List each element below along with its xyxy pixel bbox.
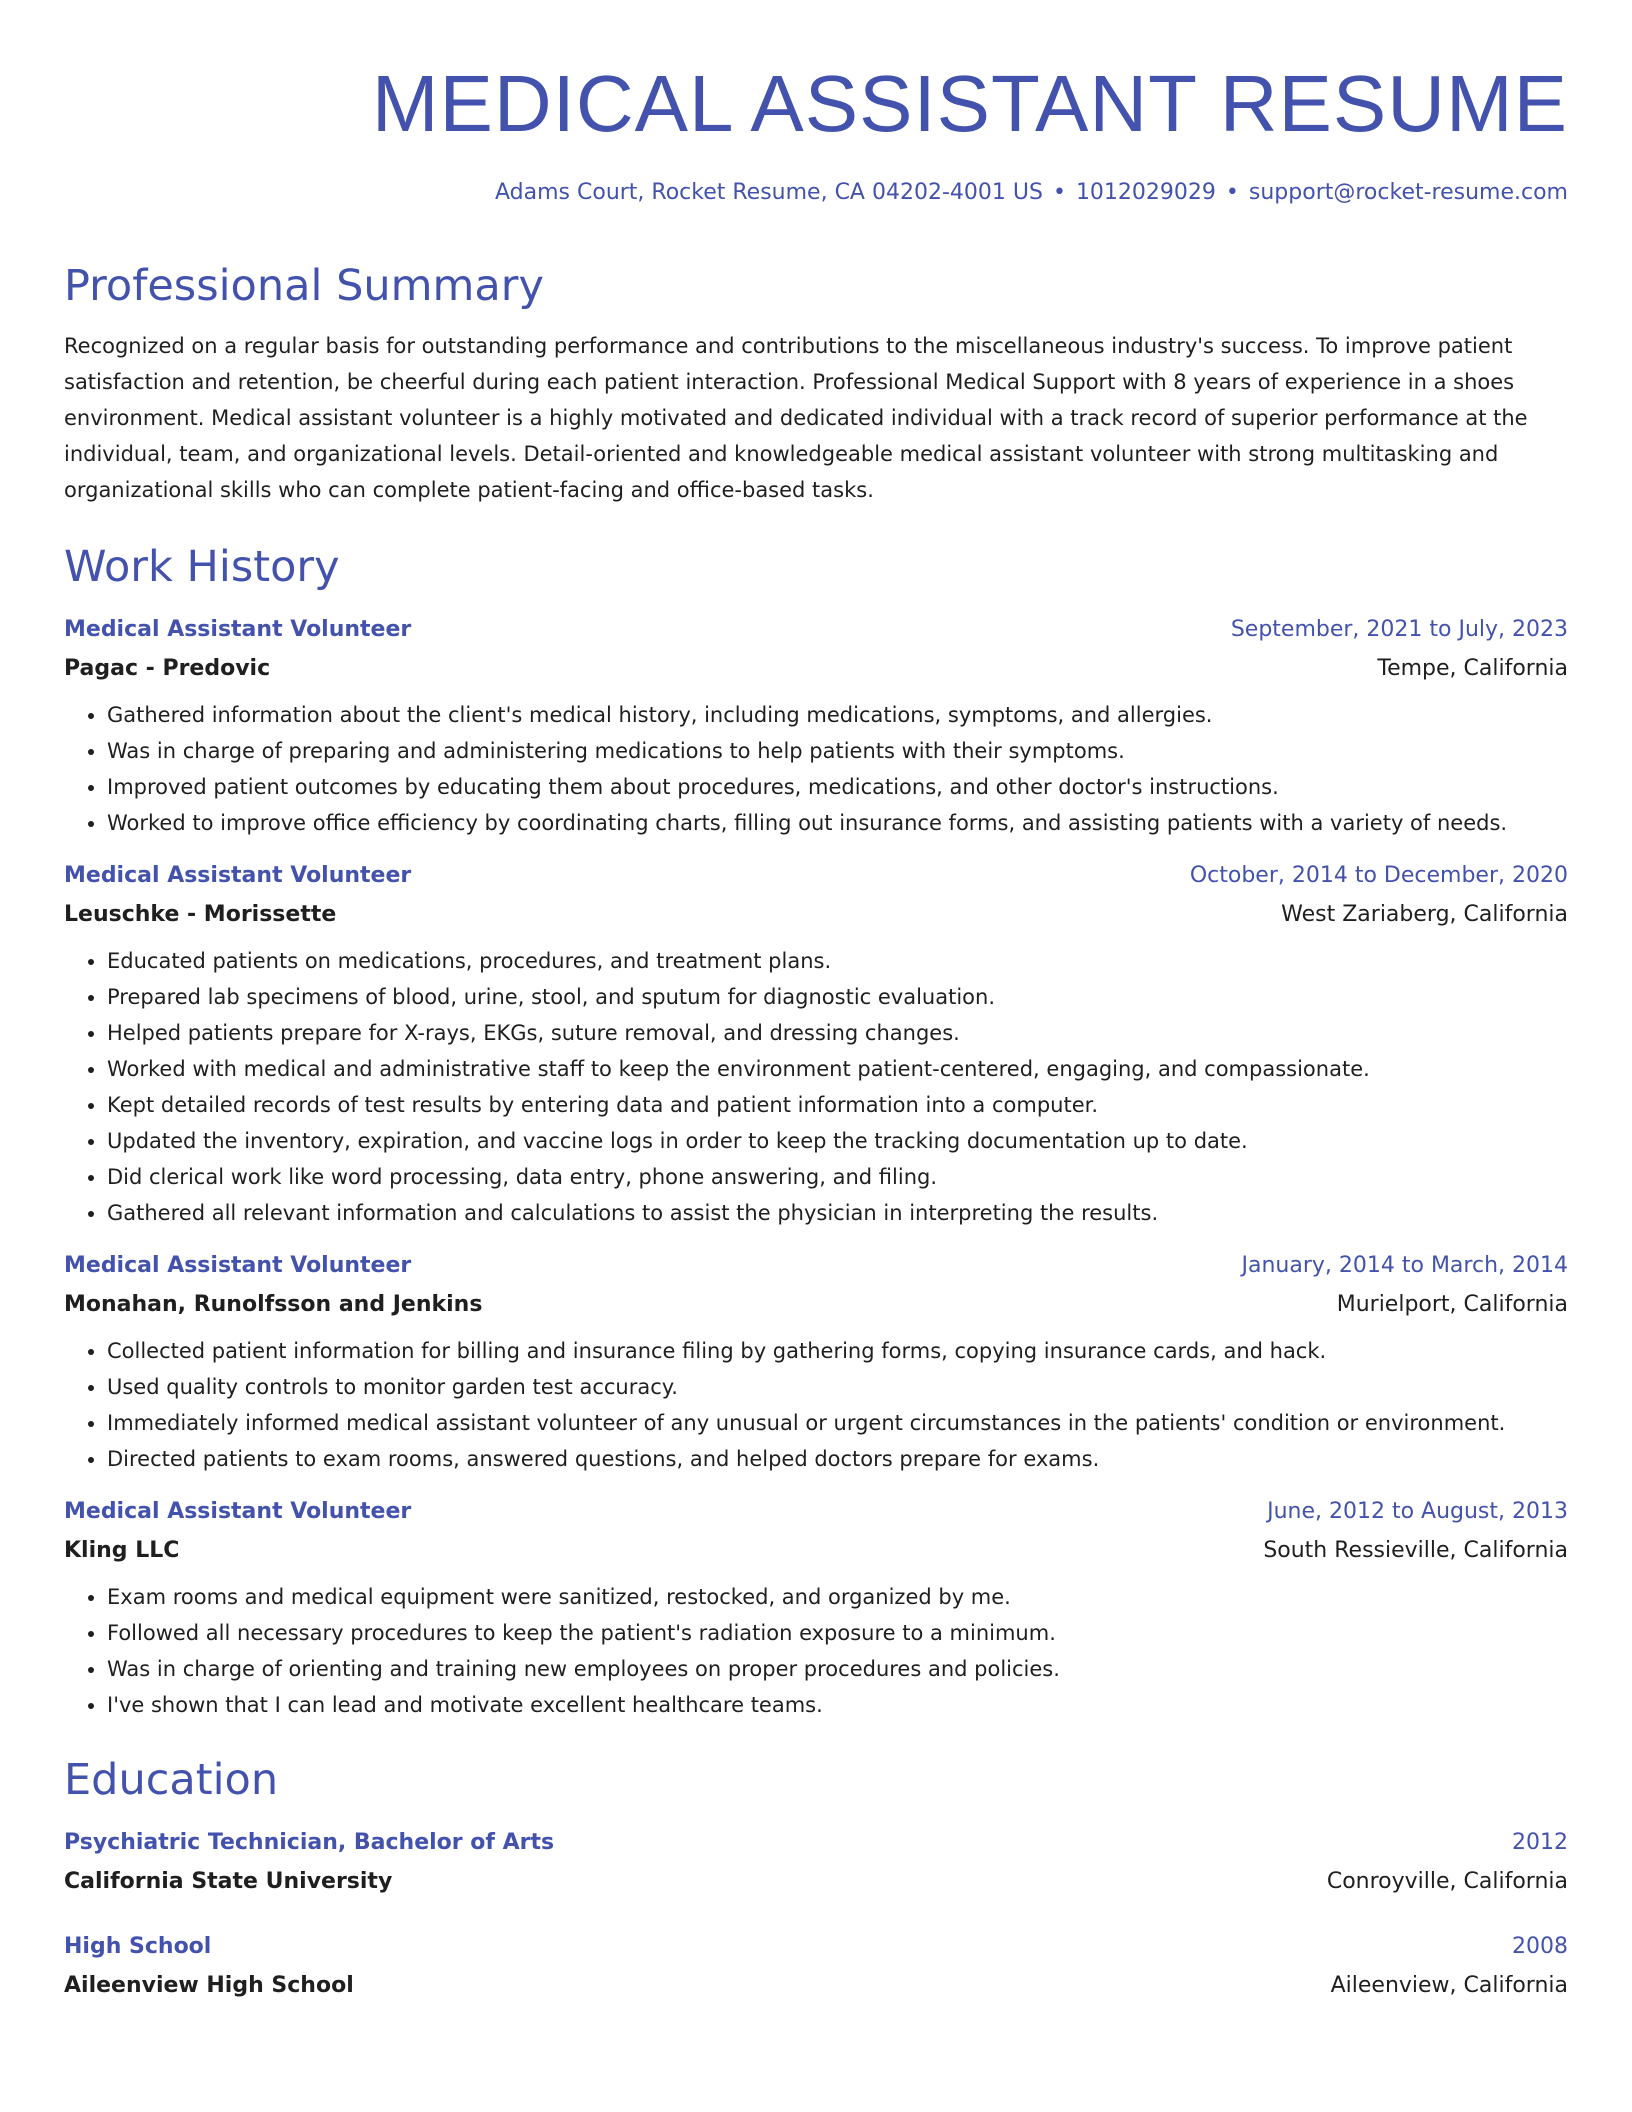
- bullet-item: • Did clerical work like word processing, data entry, phone answering, and filing.: [107, 1159, 1568, 1195]
- bullet-item: • Improved patient outcomes by educating them about procedures, medications, and other doctor's instructions.: [107, 769, 1568, 805]
- work-history-list: [64, 617, 1568, 1723]
- job-employer: Kling LLC: [64, 1538, 180, 1563]
- job-dates: June, 2012 to August, 2013: [1267, 1499, 1568, 1524]
- job-location: Tempe, California: [1377, 656, 1568, 681]
- bullet-item: • Helped patients prepare for X-rays, EKGs, suture removal, and dressing changes.: [107, 1015, 1568, 1051]
- job-bullets: [64, 1333, 1568, 1477]
- contact-line: [64, 180, 1568, 205]
- bullet-item: • Educated patients on medications, procedures, and treatment plans.: [107, 943, 1568, 979]
- job-dates: September, 2021 to July, 2023: [1230, 617, 1568, 642]
- bullet-item: • Kept detailed records of test results by entering data and patient information into a computer.: [107, 1087, 1568, 1123]
- job-dates: January, 2014 to March, 2014: [1241, 1253, 1568, 1278]
- separator-bullet: •: [1052, 180, 1066, 205]
- education-year: 2008: [1512, 1934, 1568, 1959]
- phone-text: 1012029029: [1075, 180, 1216, 205]
- job-role: Medical Assistant Volunteer: [64, 863, 412, 888]
- work-history-heading: Work History: [64, 542, 340, 592]
- job-entry: [64, 1499, 1568, 1723]
- education-heading: Education: [64, 1755, 279, 1805]
- summary-text: Recognized on a regular basis for outstanding performance and contributions to the miscellaneous industry's success. To improve patient satisfaction and retention, be cheerful during each patient interaction. Professional Medical Support with 8 years of experience in a shoes environment. Medical assistant volunteer is a highly motivated and dedicated individual with a track record of superior performance at the individual, team, and organizational levels. Detail-oriented and knowledgeable medical assistant volunteer with strong multitasking and organizational skills who can complete patient-facing and office-based tasks.: [64, 334, 1528, 502]
- education-list: [64, 1830, 1568, 1998]
- bullet-item: • Immediately informed medical assistant volunteer of any unusual or urgent circumstances in the patients' condition or environment.: [107, 1405, 1568, 1441]
- job-role: Medical Assistant Volunteer: [64, 1499, 412, 1524]
- job-entry: [64, 617, 1568, 841]
- bullet-item: • Exam rooms and medical equipment were sanitized, restocked, and organized by me.: [107, 1579, 1568, 1615]
- summary-heading: Professional Summary: [64, 261, 544, 311]
- bullet-item: • Was in charge of preparing and administering medications to help patients with their symptoms.: [107, 733, 1568, 769]
- bullet-item: • Prepared lab specimens of blood, urine, stool, and sputum for diagnostic evaluation.: [107, 979, 1568, 1015]
- job-entry: [64, 1253, 1568, 1477]
- education-entry: [64, 1934, 1568, 1998]
- job-location: South Ressieville, California: [1263, 1538, 1568, 1563]
- bullet-item: • Directed patients to exam rooms, answered questions, and helped doctors prepare for exams.: [107, 1441, 1568, 1477]
- bullet-item: • Was in charge of orienting and training new employees on proper procedures and policies.: [107, 1651, 1568, 1687]
- education-degree: High School: [64, 1934, 212, 1959]
- job-bullets: [64, 1579, 1568, 1723]
- education-location: Conroyville, California: [1326, 1869, 1568, 1894]
- job-location: West Zariaberg, California: [1281, 902, 1568, 927]
- education-year: 2012: [1512, 1830, 1568, 1855]
- job-bullets: [64, 943, 1568, 1231]
- education-degree: Psychiatric Technician, Bachelor of Arts: [64, 1830, 555, 1855]
- education-entry: [64, 1830, 1568, 1894]
- bullet-item: • Worked with medical and administrative staff to keep the environment patient-centered, engaging, and compassionate.: [107, 1051, 1568, 1087]
- resume-title: MEDICAL ASSISTANT RESUME: [371, 59, 1568, 148]
- job-employer: Monahan, Runolfsson and Jenkins: [64, 1292, 483, 1317]
- job-role: Medical Assistant Volunteer: [64, 617, 412, 642]
- bullet-item: • Used quality controls to monitor garden test accuracy.: [107, 1369, 1568, 1405]
- bullet-item: • I've shown that I can lead and motivate excellent healthcare teams.: [107, 1687, 1568, 1723]
- job-role: Medical Assistant Volunteer: [64, 1253, 412, 1278]
- bullet-item: • Collected patient information for billing and insurance filing by gathering forms, copying insurance cards, and hack.: [107, 1333, 1568, 1369]
- bullet-item: • Gathered information about the client's medical history, including medications, symptoms, and allergies.: [107, 697, 1568, 733]
- job-employer: Leuschke - Morissette: [64, 902, 337, 927]
- bullet-item: • Updated the inventory, expiration, and vaccine logs in order to keep the tracking documentation up to date.: [107, 1123, 1568, 1159]
- address-text: Adams Court, Rocket Resume, CA 04202-4001 US: [495, 180, 1043, 205]
- bullet-item: • Gathered all relevant information and calculations to assist the physician in interpreting the results.: [107, 1195, 1568, 1231]
- job-employer: Pagac - Predovic: [64, 656, 271, 681]
- job-bullets: [64, 697, 1568, 841]
- education-school: California State University: [64, 1869, 393, 1894]
- job-entry: [64, 863, 1568, 1231]
- bullet-item: • Followed all necessary procedures to keep the patient's radiation exposure to a minimum.: [107, 1615, 1568, 1651]
- education-school: Aileenview High School: [64, 1973, 354, 1998]
- email-link[interactable]: support@rocket-resume.com: [1248, 180, 1568, 205]
- job-dates: October, 2014 to December, 2020: [1189, 863, 1568, 888]
- separator-bullet: •: [1225, 180, 1239, 205]
- bullet-item: • Worked to improve office efficiency by coordinating charts, filling out insurance forms, and assisting patients with a variety of needs.: [107, 805, 1568, 841]
- education-location: Aileenview, California: [1330, 1973, 1568, 1998]
- job-location: Murielport, California: [1336, 1292, 1568, 1317]
